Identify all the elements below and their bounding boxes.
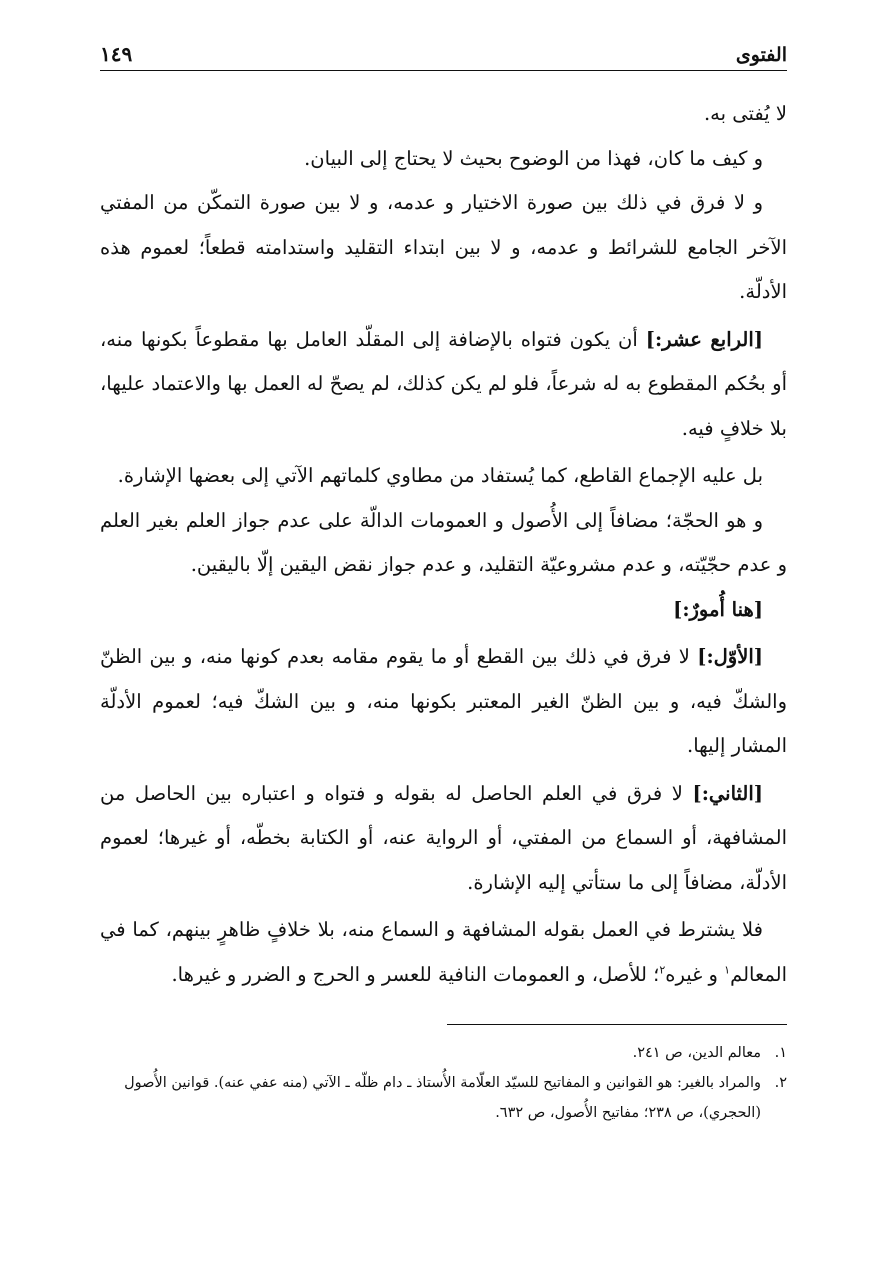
paragraph-9: [الثاني:] لا فرق في العلم الحاصل له بقوله و فتواه و اعتباره بين الحاصل من المشافهة، أو السماع من المفتي، أو الرواية عنه، أو الكتابة بخطّه، أو غيرها؛ لعموم الأدلّة، مضافاً إلى ما ستأتي إليه الإشارة. bbox=[100, 781, 787, 894]
footnote-ref-1: ١ bbox=[724, 963, 731, 976]
paragraph-10: فلا يشترط في العمل بقوله المشافهة و السماع منه، بلا خلافٍ ظاهرٍ بينهم، كما في المعالم$^١$ و غيره$^٢$؛ للأصل، و العمومات النافية للعسر و الحرج و الضرر و غيرها. bbox=[100, 918, 787, 986]
running-header bbox=[100, 30, 787, 71]
paragraph-1: لا يُفتى به. bbox=[703, 102, 787, 125]
section-label-14: [الرابع عشر:] bbox=[645, 327, 763, 351]
paragraph-5: بل عليه الإجماع القاطع، كما يُستفاد من مطاوي كلماتهم الآتي إلى بعضها الإشارة. bbox=[117, 464, 763, 487]
footnote-ref-2: ٢ bbox=[659, 963, 666, 976]
footnote-2 bbox=[100, 1068, 787, 1128]
paragraph-4: [الرابع عشر:] أن يكون فتواه بالإضافة إلى المقلّد العامل بها مقطوعاً بكونها منه، أو بحُكم المقطوع به له شرعاً، فلو لم يكن كذلك، لم يصحّ له العمل بها والاعتماد عليها، بلا خلافٍ فيه. bbox=[100, 327, 787, 440]
paragraph-7 bbox=[100, 588, 787, 633]
footnote-number: ١. bbox=[774, 1045, 787, 1061]
paragraph-6: و هو الحجّة؛ مضافاً إلى الأُصول و العمومات الدالّة على عدم جواز العلم بغير العلم و عدم حجّيّته، و عدم مشروعيّة التقليد، و عدم جواز نقض اليقين إلّا باليقين. bbox=[100, 508, 787, 576]
footnote-text: والمراد بالغير: هو القوانين و المفاتيح للسيّد العلّامة الأُستاذ ـ دام ظلّه ـ الآتي (منه عفي عنه). قوانين الأُصول (الحجري)، ص ٢٣٨؛ مفاتيح الأُصول، ص ٦٣٢. bbox=[124, 1075, 761, 1121]
footnote-divider bbox=[447, 1024, 787, 1025]
section-label-second: [الثاني:] bbox=[692, 781, 763, 805]
footnote-1 bbox=[100, 1038, 787, 1068]
footnote-text: معالم الدين، ص ٢٤١. bbox=[632, 1045, 761, 1061]
body-text bbox=[100, 92, 787, 997]
page-number: ١٤٩ bbox=[100, 42, 133, 66]
paragraph-8: [الأوّل:] لا فرق في ذلك بين القطع أو ما يقوم مقامه بعدم كونها منه، و بين الظنّ والشكّ فيه، و بين الظنّ الغير المعتبر بكونها منه، و بين الشكّ فيه؛ لعموم الأدلّة المشار إليها. bbox=[100, 645, 787, 757]
paragraph-3: و لا فرق في ذلك بين صورة الاختيار و عدمه، و لا بين صورة التمكّن من المفتي الآخر الجامع للشرائط و عدمه، و لا بين ابتداء التقليد واستدامته قطعاً؛ لعموم هذه الأدلّة. bbox=[100, 191, 787, 303]
chapter-title: الفتوى bbox=[735, 44, 787, 66]
footnotes bbox=[100, 1038, 787, 1128]
section-label-first: [الأوّل:] bbox=[697, 645, 763, 668]
footnote-number: ٢. bbox=[774, 1075, 787, 1091]
section-heading-matters: [هنا أُمورٌ:] bbox=[673, 597, 763, 621]
paragraph-2: و كيف ما كان، فهذا من الوضوح بحيث لا يحتاج إلى البيان. bbox=[304, 146, 763, 170]
